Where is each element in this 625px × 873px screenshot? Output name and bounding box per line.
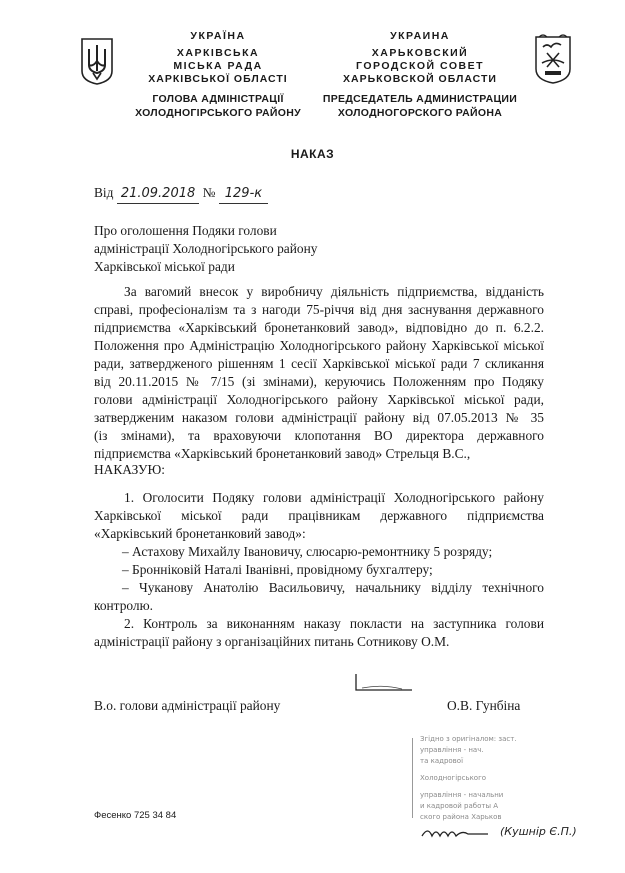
kharkiv-coat-of-arms-icon (533, 33, 573, 85)
preamble-line: ради, затвердженого рішенням 1 сесії Харківської міської ради 7 скликання (94, 356, 544, 371)
preamble-line: затвердженим наказом голови адміністрації району від 07.05.2013 № 35 (94, 410, 544, 425)
header-right (310, 30, 530, 120)
ukraine-coat-of-arms-icon (80, 37, 114, 85)
subject (94, 222, 394, 276)
executor: Фесенко 725 34 84 (94, 810, 177, 821)
country-uk: УКРАЇНА (190, 30, 246, 42)
item1-line: Харківської міської ради працівникам державного підприємства (94, 508, 544, 523)
council-uk-line3: ХАРКІВСЬКОЇ ОБЛАСТІ (148, 73, 288, 85)
order-item-2 (94, 615, 544, 651)
stamp-signature-icon (418, 822, 493, 844)
stamp-line: управління - нач. (420, 746, 484, 754)
awardee-line: – Астахову Михайлу Івановичу, слюсарю-ремонтнику 5 розряду; (122, 544, 493, 559)
document-title: НАКАЗ (290, 147, 335, 161)
signer-position: В.о. голови адміністрації району (94, 698, 281, 713)
date-value: 21.09.2018 (117, 185, 199, 204)
date-prefix: Від (94, 185, 114, 200)
certification-stamp (420, 734, 530, 823)
council-ru-line1: ХАРЬКОВСКИЙ (371, 47, 469, 59)
council-uk-line2: МІСЬКА РАДА (173, 60, 263, 72)
head-ru-line1: ПРЕДСЕДАТЕЛЬ АДМИНИСТРАЦИИ (322, 93, 518, 105)
number-prefix: № (202, 185, 216, 200)
number-value: 129-к (219, 185, 268, 204)
header-left (128, 30, 308, 120)
preamble (94, 283, 544, 463)
stamp-border (412, 738, 417, 818)
subject-line: Про оголошення Подяки голови (94, 223, 277, 238)
item1-line: 1. Оголосити Подяку голови адміністрації Холодногірського району (124, 490, 544, 505)
head-ru-line2: ХОЛОДНОГОРСКОГО РАЙОНА (337, 107, 503, 119)
stamp-line: управління - начальни (420, 791, 504, 799)
preamble-line: (із змінами), та враховуючи клопотання ВО директора державного (94, 428, 544, 443)
item1-line: «Харківський бронетанковий завод»: (94, 526, 306, 541)
signer-name: О.В. Гунбіна (447, 698, 521, 713)
preamble-line: від 20.11.2015 № 7/15 (зі змінами), керуючись Положенням про Подяку (94, 374, 544, 389)
country-ru: УКРАИНА (390, 30, 450, 42)
item2-line: адміністрації району з організаційних питань Сотникову О.М. (94, 634, 450, 649)
order-item-1 (94, 489, 544, 615)
subject-line: Харківської міської ради (94, 259, 235, 274)
preamble-line: справі, професіоналізм та з нагоди 75-річчя від дня заснування державного (94, 302, 544, 317)
stamp-line: Згідно з оригіналом: заст. (420, 735, 517, 743)
council-ru-line3: ХАРЬКОВСКОЙ ОБЛАСТИ (343, 73, 497, 85)
signature-icon (352, 672, 432, 694)
item2-line: 2. Контроль за виконанням наказу покласти на заступника голови (124, 616, 544, 631)
date-number-line (94, 184, 268, 204)
subject-line: адміністрації Холодногірського району (94, 241, 318, 256)
order-word: НАКАЗУЮ: (94, 462, 165, 477)
preamble-line: підприємства «Харківський бронетанковий завод», відповідно до п. 6.2.2. (94, 320, 544, 335)
awardee-line: – Чуканову Анатолію Васильовичу, начальнику відділу технічного (122, 580, 544, 595)
council-ru-line2: ГОРОДСКОЙ СОВЕТ (356, 60, 484, 72)
stamp-line: Холодногірського (420, 774, 487, 782)
preamble-line: За вагомий внесок у виробничу діяльність підприємства, відданість (124, 284, 544, 299)
head-uk-line2: ХОЛОДНОГІРСЬКОГО РАЙОНУ (135, 107, 301, 119)
preamble-line: голови адміністрації Холодногірського району Харківської міської ради, (94, 392, 544, 407)
stamp-line: та кадрової (420, 757, 464, 765)
head-uk-line1: ГОЛОВА АДМІНІСТРАЦІЇ (152, 93, 284, 105)
preamble-line: Положення про Адміністрацію Холодногірського району Харківської міської (94, 338, 544, 353)
stamp-signature-name: (Кушнір Є.П.) (500, 825, 577, 838)
council-uk-line1: ХАРКІВСЬКА (176, 47, 260, 59)
awardee-line: – Бронніковій Наталі Іванівні, провідному бухгалтеру; (122, 562, 433, 577)
preamble-line: підприємства «Харківський бронетанковий завод» Стрельця В.С., (94, 446, 471, 461)
stamp-line: ского района Харьков (420, 813, 502, 821)
awardee-line: контролю. (94, 598, 153, 613)
stamp-line: и кадровой работы А (420, 802, 498, 810)
stamp-signature-text: Кушнір Є.П. (504, 825, 573, 838)
